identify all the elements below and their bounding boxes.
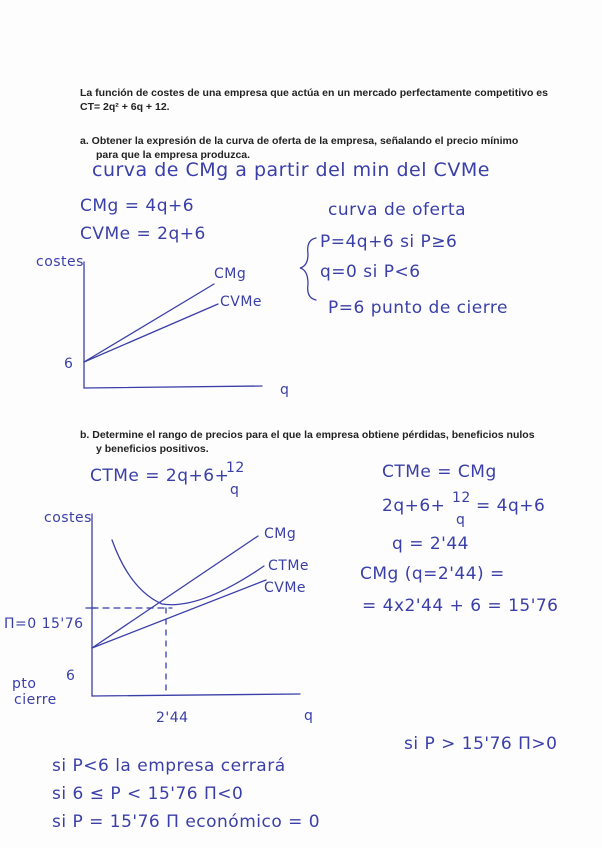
graph-b-x-label: q [304, 708, 314, 724]
part-b-line-2: y beneficios positivos. [96, 443, 209, 455]
graph-b-y-label: costes [44, 510, 92, 526]
graph-b-intercept: 6 [66, 668, 76, 684]
graph-a-curve-cmg: CMg [214, 266, 247, 282]
graph-b-x-axis [92, 694, 300, 696]
graph-a-x-axis [84, 386, 262, 388]
graph-a-curve-cvme: CVMe [220, 294, 263, 310]
supply-brace [300, 238, 316, 300]
answer-b-eq3: q = 2'44 [392, 534, 469, 554]
statement-line-1: La función de costes de una empresa que actúa en un mercado perfectamente competitivo es [80, 87, 548, 99]
case-4: si P > 15'76 Π>0 [404, 734, 558, 754]
answer-a-supply-line-2: q=0 si P<6 [320, 262, 421, 282]
graph-b-q-mark: 2'44 [156, 710, 189, 726]
answer-b-eq2-left: 2q+6+ [382, 496, 446, 516]
part-a-line-2: para que la empresa produzca. [96, 149, 251, 161]
answer-b-ctme: CTMe = 2q+6+ [90, 466, 230, 486]
answer-a-closing-point: P=6 punto de cierre [328, 298, 508, 318]
graph-a-intercept: 6 [64, 356, 74, 372]
case-3: si P = 15'76 Π económico = 0 [52, 812, 321, 832]
graph-b-curve-cvme: CVMe [264, 580, 307, 596]
answer-b-frac-den: q [230, 482, 240, 498]
graph-b-curve-ctme: CTMe [268, 558, 310, 574]
answer-b-eq2-num: 12 [452, 490, 471, 506]
graph-b [86, 514, 300, 696]
graph-a [84, 238, 316, 388]
case-1: si P<6 la empresa cerrará [52, 756, 286, 776]
graph-a-cvme-line [84, 304, 218, 362]
part-a-line-1: a. Obtener la expresión de la curva de oferta de la empresa, señalando el precio mínimo [80, 135, 519, 147]
graph-b-curve-cmg: CMg [264, 526, 297, 542]
answer-a-cmg: CMg = 4q+6 [80, 196, 195, 216]
graph-b-profit-label: Π=0 15'76 [4, 616, 84, 632]
answer-a-supply-line-1: P=4q+6 si P≥6 [320, 232, 458, 252]
graph-a-y-label: costes [36, 254, 84, 270]
graph-b-closing-label-1: pto [12, 676, 37, 692]
part-b-line-1: b. Determine el rango de precios para el que la empresa obtiene pérdidas, beneficios nulos [80, 429, 535, 441]
answer-a-intro: curva de CMg a partir del min del CVMe [92, 159, 490, 181]
graph-b-cvme-line [92, 580, 266, 648]
answer-b-eq2-den: q [456, 512, 466, 528]
answer-b-eq4: CMg (q=2'44) = [360, 564, 505, 584]
answer-a-supply-title: curva de oferta [328, 200, 467, 220]
answer-b-frac-num: 12 [226, 460, 245, 476]
answer-a-cvme: CVMe = 2q+6 [80, 224, 206, 244]
case-2: si 6 ≤ P < 15'76 Π<0 [52, 784, 244, 804]
graph-a-x-label: q [280, 382, 290, 398]
answer-b-eq5: = 4x2'44 + 6 = 15'76 [362, 596, 559, 616]
graph-b-closing-label-2: cierre [14, 692, 57, 708]
graph-a-cmg-line [84, 284, 214, 362]
answer-b-eq1: CTMe = CMg [382, 462, 497, 482]
answer-b-eq2-right: = 4q+6 [476, 496, 546, 516]
graph-b-ctme-curve [112, 540, 264, 605]
statement-line-2: CT= 2q² + 6q + 12. [80, 101, 170, 113]
